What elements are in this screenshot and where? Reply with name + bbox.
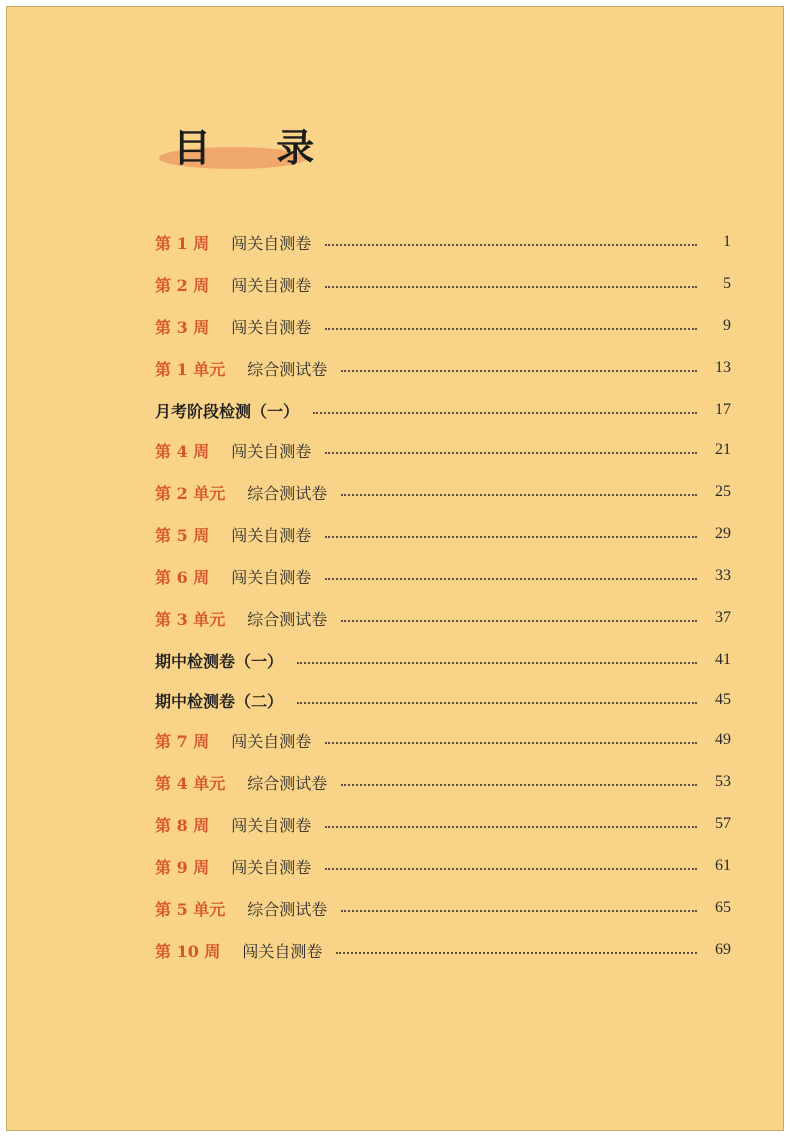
entry-label: 综合测试卷 <box>247 609 328 629</box>
entry-prefix: 第 5 周 <box>155 525 210 545</box>
entry-page-number: 9 <box>723 317 731 334</box>
toc-entry[interactable] <box>155 811 731 837</box>
entry-page-number: 41 <box>715 651 731 668</box>
entry-page-number: 21 <box>715 441 731 458</box>
entry-label: 闯关自测卷 <box>231 857 312 877</box>
entry-page-number: 1 <box>723 233 731 250</box>
entry-prefix: 第 4 周 <box>155 441 210 461</box>
toc-entry[interactable] <box>155 271 731 297</box>
dot-leader <box>297 661 697 664</box>
toc-entry[interactable] <box>155 479 731 505</box>
toc-entry[interactable] <box>155 895 731 921</box>
entry-label: 闯关自测卷 <box>231 567 312 587</box>
entry-prefix: 第 4 单元 <box>155 773 226 793</box>
entry-label: 闯关自测卷 <box>231 525 312 545</box>
entry-label: 综合测试卷 <box>247 483 328 503</box>
entry-label: 闯关自测卷 <box>242 941 323 961</box>
dot-leader <box>341 493 697 496</box>
dot-leader <box>313 411 697 414</box>
document-page <box>6 6 784 1131</box>
toc-entry[interactable] <box>155 687 731 713</box>
toc-entry[interactable] <box>155 397 731 423</box>
entry-label: 期中检测卷（二） <box>155 691 284 711</box>
toc-entry[interactable] <box>155 727 731 753</box>
dot-leader <box>325 577 697 580</box>
entry-prefix: 第 3 周 <box>155 317 210 337</box>
entry-label: 综合测试卷 <box>247 773 328 793</box>
entry-prefix: 第 1 单元 <box>155 359 226 379</box>
entry-label: 闯关自测卷 <box>231 233 312 253</box>
entry-prefix: 第 6 周 <box>155 567 210 587</box>
entry-page-number: 49 <box>715 731 731 748</box>
entry-label: 期中检测卷（一） <box>155 651 284 671</box>
dot-leader <box>341 909 697 912</box>
dot-leader <box>297 701 697 704</box>
entry-page-number: 57 <box>715 815 731 832</box>
entry-page-number: 29 <box>715 525 731 542</box>
toc-entry[interactable] <box>155 437 731 463</box>
toc-entry[interactable] <box>155 769 731 795</box>
toc-entry[interactable] <box>155 521 731 547</box>
toc-entry[interactable] <box>155 853 731 879</box>
entry-page-number: 61 <box>715 857 731 874</box>
dot-leader <box>325 741 697 744</box>
entry-prefix: 第 9 周 <box>155 857 210 877</box>
page-title: 目 录 <box>173 125 341 170</box>
toc-entry[interactable] <box>155 605 731 631</box>
entry-label: 闯关自测卷 <box>231 815 312 835</box>
entry-page-number: 13 <box>715 359 731 376</box>
entry-label: 综合测试卷 <box>247 359 328 379</box>
dot-leader <box>325 243 697 246</box>
entry-prefix: 第 8 周 <box>155 815 210 835</box>
dot-leader <box>325 327 697 330</box>
entry-prefix: 第 7 周 <box>155 731 210 751</box>
entry-prefix: 第 3 单元 <box>155 609 226 629</box>
dot-leader <box>325 535 697 538</box>
entry-prefix: 第 2 单元 <box>155 483 226 503</box>
entry-page-number: 25 <box>715 483 731 500</box>
dot-leader <box>341 619 697 622</box>
entry-page-number: 33 <box>715 567 731 584</box>
entry-label: 闯关自测卷 <box>231 317 312 337</box>
entry-prefix: 第 10 周 <box>155 941 221 961</box>
toc-entry[interactable] <box>155 563 731 589</box>
toc-entry[interactable] <box>155 313 731 339</box>
dot-leader <box>325 285 697 288</box>
dot-leader <box>336 951 697 954</box>
entry-prefix: 第 1 周 <box>155 233 210 253</box>
entry-label: 闯关自测卷 <box>231 441 312 461</box>
toc-entry[interactable] <box>155 937 731 963</box>
entry-page-number: 37 <box>715 609 731 626</box>
dot-leader <box>341 783 697 786</box>
toc-entry[interactable] <box>155 647 731 673</box>
toc-entry[interactable] <box>155 229 731 255</box>
toc-entry[interactable] <box>155 355 731 381</box>
entry-page-number: 65 <box>715 899 731 916</box>
entry-page-number: 53 <box>715 773 731 790</box>
dot-leader <box>341 369 697 372</box>
entry-label: 月考阶段检测（一） <box>155 401 300 421</box>
dot-leader <box>325 867 697 870</box>
entry-label: 综合测试卷 <box>247 899 328 919</box>
dot-leader <box>325 825 697 828</box>
toc-heading <box>157 117 341 177</box>
entry-prefix: 第 5 单元 <box>155 899 226 919</box>
entry-prefix: 第 2 周 <box>155 275 210 295</box>
dot-leader <box>325 451 697 454</box>
entry-page-number: 69 <box>715 941 731 958</box>
entry-page-number: 5 <box>723 275 731 292</box>
entry-page-number: 45 <box>715 691 731 708</box>
entry-label: 闯关自测卷 <box>231 731 312 751</box>
entry-label: 闯关自测卷 <box>231 275 312 295</box>
entry-page-number: 17 <box>715 401 731 418</box>
